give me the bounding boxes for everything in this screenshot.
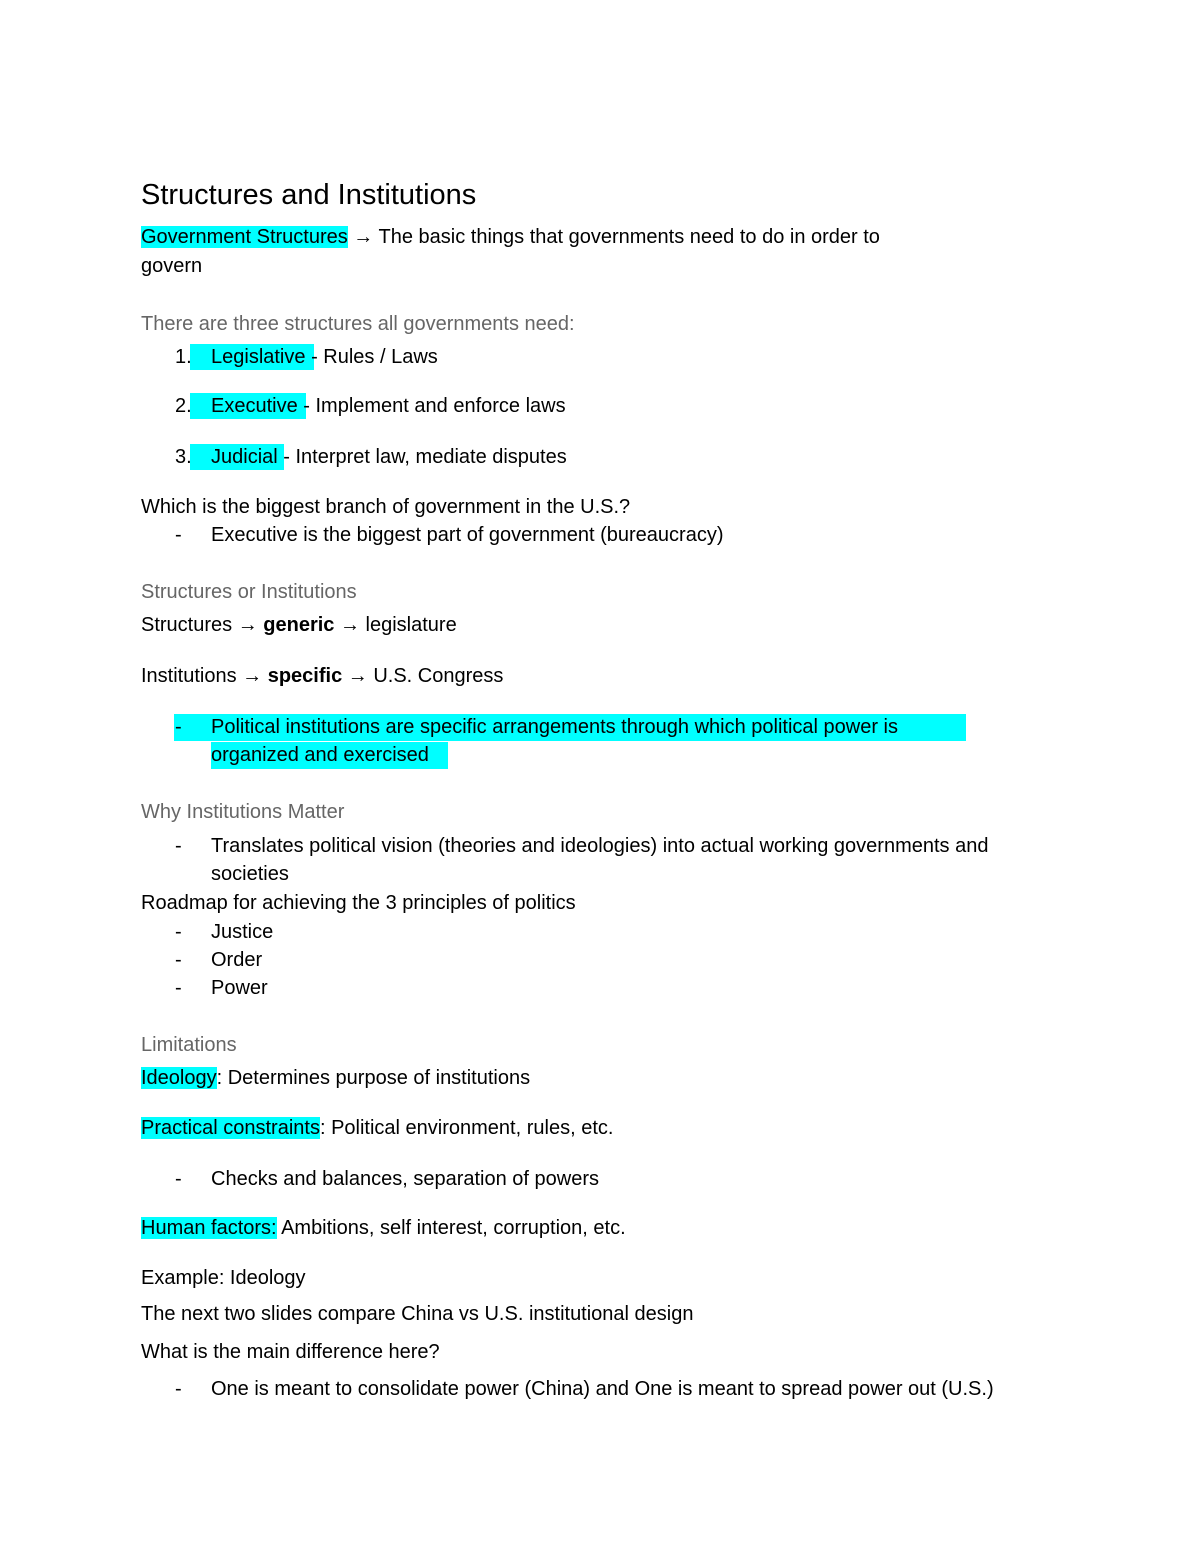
structure-item-legislative — [211, 343, 438, 371]
structure-desc: - Implement and enforce laws — [297, 395, 566, 417]
list-number-1: 1. — [175, 346, 192, 368]
ideology-term: Ideology — [141, 1067, 217, 1089]
biggest-branch-question: Which is the biggest branch of government in the U.S.? — [141, 496, 631, 518]
institutions-bold: specific — [267, 665, 343, 687]
structure-item-executive — [211, 392, 566, 420]
principle-justice: Justice — [211, 921, 274, 943]
bullet-dash: - — [175, 835, 182, 857]
example-heading: Example: Ideology — [141, 1267, 306, 1289]
why-institutions-matter-heading: Why Institutions Matter — [141, 801, 345, 823]
list-number-3: 3. — [175, 446, 192, 468]
structure-item-judicial — [211, 443, 567, 471]
limitations-heading: Limitations — [141, 1034, 237, 1056]
ideology-text: : Determines purpose of institutions — [216, 1067, 531, 1089]
practical-text: : Political environment, rules, etc. — [319, 1117, 614, 1139]
political-institutions-definition-1: Political institutions are specific arrangements through which political power is — [211, 716, 898, 738]
definition-term: Government Structures — [141, 226, 348, 248]
structures-line — [141, 611, 457, 639]
bullet-dash: - — [175, 921, 182, 943]
structure-term: Judicial — [211, 446, 278, 468]
why-institutions-point: Translates political vision (theories and ideologies) into actual working governments and societies — [211, 835, 989, 885]
structures-suffix: → legislature — [334, 614, 457, 636]
definition-arrow: → — [347, 226, 379, 248]
definition-text: The basic things that governments need to do in order to — [378, 226, 880, 248]
practical-term: Practical constraints — [141, 1117, 320, 1139]
definition-line-1 — [141, 223, 880, 251]
bullet-dash: - — [175, 1168, 182, 1190]
institutions-line — [141, 662, 503, 690]
structures-bold: generic — [263, 614, 335, 636]
bullet-dash: - — [175, 716, 182, 738]
example-compare: The next two slides compare China vs U.S. institutional design — [141, 1303, 694, 1325]
structures-prefix: Structures → — [141, 614, 264, 636]
example-answer: One is meant to consolidate power (China) and One is meant to spread power out (U.S.) — [211, 1378, 994, 1400]
structure-term: Executive — [211, 395, 298, 417]
institutions-suffix: → U.S. Congress — [342, 665, 504, 687]
structure-desc: - Rules / Laws — [305, 346, 438, 368]
practical-constraints-line — [141, 1114, 613, 1142]
structure-desc: - Interpret law, mediate disputes — [277, 446, 567, 468]
ideology-line — [141, 1064, 530, 1092]
page-title: Structures and Institutions — [141, 179, 477, 211]
structure-term: Legislative — [211, 346, 306, 368]
political-institutions-definition-2: organized and exercised — [211, 744, 429, 766]
roadmap-line: Roadmap for achieving the 3 principles of politics — [141, 892, 576, 914]
structures-or-institutions-heading: Structures or Institutions — [141, 581, 357, 603]
human-term: Human factors: — [141, 1217, 277, 1239]
principle-order: Order — [211, 949, 263, 971]
checks-and-balances: Checks and balances, separation of powers — [211, 1168, 600, 1190]
institutions-prefix: Institutions → — [141, 665, 268, 687]
principle-power: Power — [211, 977, 268, 999]
bullet-dash: - — [175, 524, 182, 546]
example-question: What is the main difference here? — [141, 1341, 440, 1363]
biggest-branch-answer: Executive is the biggest part of government (bureaucracy) — [211, 524, 724, 546]
bullet-dash: - — [175, 949, 182, 971]
three-structures-heading: There are three structures all governments need: — [141, 313, 575, 335]
list-number-2: 2. — [175, 395, 192, 417]
bullet-dash: - — [175, 977, 182, 999]
human-factors-line — [141, 1214, 626, 1242]
bullet-dash: - — [175, 1378, 182, 1400]
human-text: Ambitions, self interest, corruption, etc. — [276, 1217, 626, 1239]
definition-line-2: govern — [141, 255, 203, 277]
